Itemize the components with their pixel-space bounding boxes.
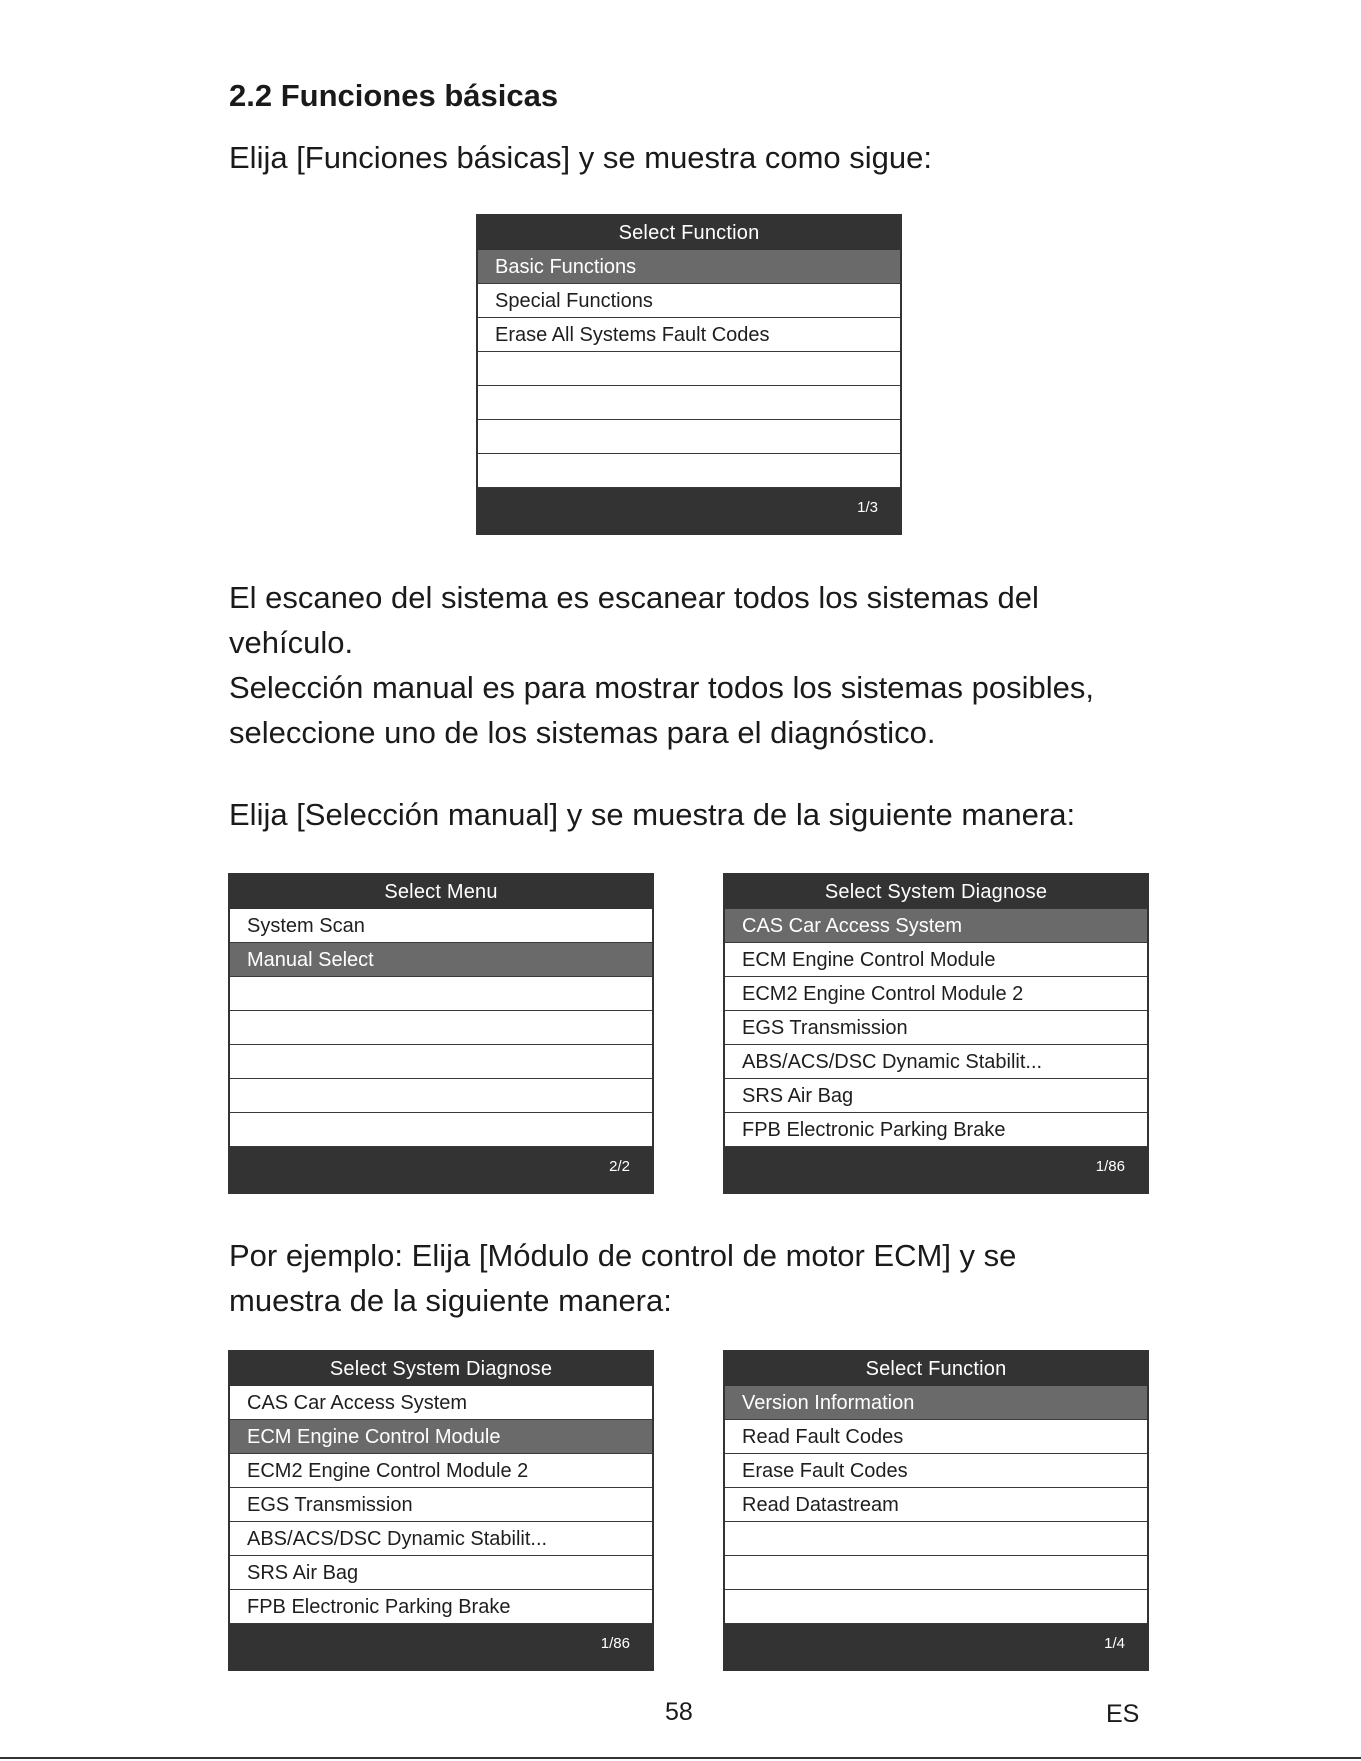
page-indicator: 1/3 — [857, 499, 878, 516]
menu-item[interactable]: EGS Transmission — [725, 1011, 1147, 1045]
screen-title: Select System Diagnose — [824, 881, 1048, 903]
screen-select-system-2 — [228, 1350, 654, 1671]
menu-item[interactable]: EGS Transmission — [230, 1488, 652, 1522]
menu-item[interactable] — [725, 1590, 1147, 1624]
page-indicator: 2/2 — [609, 1158, 630, 1175]
screen-title: Select Function — [865, 1358, 1007, 1380]
menu-item[interactable] — [478, 352, 900, 386]
menu-item[interactable] — [725, 1556, 1147, 1590]
scan-text-line-2: vehículo. — [229, 625, 354, 660]
menu-item[interactable] — [478, 420, 900, 454]
example-text-line-2: muestra de la siguiente manera: — [229, 1283, 672, 1318]
menu-item[interactable]: ABS/ACS/DSC Dynamic Stabilit... — [725, 1045, 1147, 1079]
menu-list — [725, 1386, 1147, 1624]
menu-item[interactable]: ECM2 Engine Control Module 2 — [725, 977, 1147, 1011]
menu-item[interactable] — [230, 1045, 652, 1079]
manual-text-line-1: Selección manual es para mostrar todos los sistemas posibles, — [229, 670, 1094, 705]
scan-paragraph — [229, 575, 1189, 755]
menu-item[interactable]: ECM2 Engine Control Module 2 — [230, 1454, 652, 1488]
menu-item[interactable] — [478, 386, 900, 420]
manual-text-line-2: seleccione uno de los sistemas para el diagnóstico. — [229, 715, 936, 750]
menu-list — [230, 909, 652, 1147]
screen-select-menu — [228, 873, 654, 1194]
menu-item[interactable] — [230, 1079, 652, 1113]
menu-item[interactable]: CAS Car Access System — [230, 1386, 652, 1420]
menu-item[interactable]: SRS Air Bag — [230, 1556, 652, 1590]
menu-item[interactable] — [230, 977, 652, 1011]
choose-manual-text: Elija [Selección manual] y se muestra de la siguiente manera: — [229, 797, 1076, 832]
screen-title: Select Function — [618, 222, 760, 244]
menu-item[interactable]: Basic Functions — [478, 250, 900, 284]
menu-item[interactable]: Erase Fault Codes — [725, 1454, 1147, 1488]
page-indicator: 1/86 — [600, 1635, 630, 1652]
choose-manual-paragraph — [229, 792, 1189, 837]
menu-item[interactable] — [725, 1522, 1147, 1556]
menu-item[interactable] — [230, 1113, 652, 1147]
menu-list — [478, 250, 900, 488]
screen-title: Select System Diagnose — [329, 1358, 553, 1380]
section-title: 2.2 Funciones básicas — [229, 78, 559, 113]
menu-list — [725, 909, 1147, 1147]
page-number: 58 — [665, 1698, 693, 1726]
menu-item[interactable] — [478, 454, 900, 488]
intro-paragraph — [229, 135, 1189, 180]
menu-item[interactable]: SRS Air Bag — [725, 1079, 1147, 1113]
example-text-line-1: Por ejemplo: Elija [Módulo de control de motor ECM] y se — [229, 1238, 1017, 1273]
intro-text: Elija [Funciones básicas] y se muestra como sigue: — [229, 140, 932, 175]
menu-item[interactable]: Read Fault Codes — [725, 1420, 1147, 1454]
menu-item[interactable]: Special Functions — [478, 284, 900, 318]
screen-select-system-1 — [723, 873, 1149, 1194]
screen-select-function-1 — [476, 214, 902, 535]
menu-item[interactable]: Erase All Systems Fault Codes — [478, 318, 900, 352]
scan-text-line-1: El escaneo del sistema es escanear todos los sistemas del — [229, 580, 1039, 615]
screen-title: Select Menu — [384, 881, 498, 903]
menu-item[interactable]: ECM Engine Control Module — [725, 943, 1147, 977]
language-code: ES — [1106, 1700, 1140, 1728]
page-indicator: 1/86 — [1095, 1158, 1125, 1175]
menu-item[interactable]: Manual Select — [230, 943, 652, 977]
menu-list — [230, 1386, 652, 1624]
footer-rule — [0, 1757, 1361, 1759]
menu-item[interactable]: Version Information — [725, 1386, 1147, 1420]
menu-item[interactable] — [230, 1011, 652, 1045]
menu-item[interactable]: CAS Car Access System — [725, 909, 1147, 943]
page-indicator: 1/4 — [1104, 1635, 1125, 1652]
screen-select-function-2 — [723, 1350, 1149, 1671]
menu-item[interactable]: System Scan — [230, 909, 652, 943]
menu-item[interactable]: ABS/ACS/DSC Dynamic Stabilit... — [230, 1522, 652, 1556]
menu-item[interactable]: ECM Engine Control Module — [230, 1420, 652, 1454]
menu-item[interactable]: FPB Electronic Parking Brake — [725, 1113, 1147, 1147]
example-paragraph — [229, 1233, 1189, 1323]
menu-item[interactable]: Read Datastream — [725, 1488, 1147, 1522]
menu-item[interactable]: FPB Electronic Parking Brake — [230, 1590, 652, 1624]
